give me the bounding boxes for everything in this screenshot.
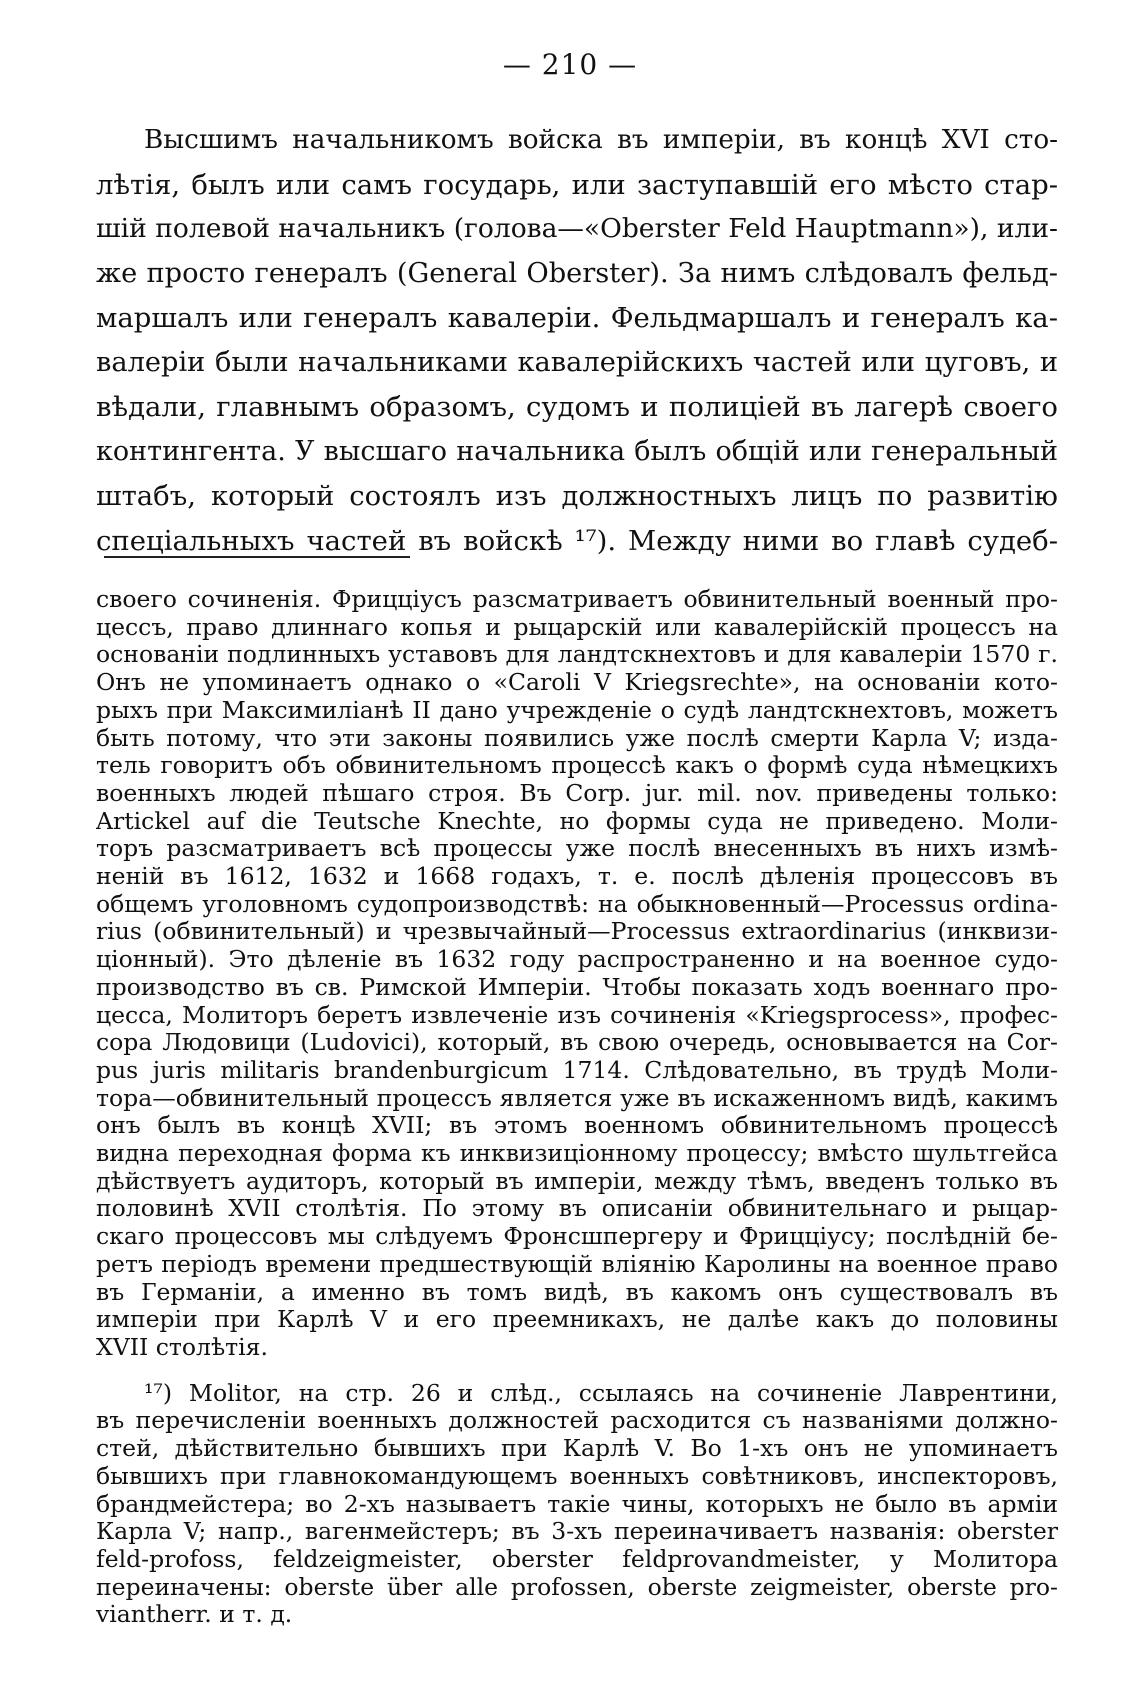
footnote-line: половинѣ XVII столѣтія. По этому въ описаніи обвинительнаго и рыцар- xyxy=(96,1195,1058,1223)
footnote-17 xyxy=(96,1380,1058,1629)
footnote-line: rius (обвинительный) и чрезвычайный—Processus extraordinarius (инквизи- xyxy=(96,918,1058,946)
footnote-line: брандмейстера; во 2-хъ называетъ такіе чины, которыхъ не было въ арміи xyxy=(96,1490,1058,1518)
footnote-line: въ Германіи, а именно въ томъ видѣ, въ какомъ онъ существовалъ въ xyxy=(96,1278,1058,1306)
footnote-line: неній въ 1612, 1632 и 1668 годахъ, т. е. послѣ дѣленія процессовъ въ xyxy=(96,863,1058,891)
footnotes xyxy=(96,586,1058,1629)
footnote-line: торъ разсматриваетъ всѣ процессы уже послѣ внесенныхъ въ нихъ измѣ- xyxy=(96,835,1058,863)
footnote-line: ціонный). Это дѣленіе въ 1632 году распространенно и на военное судо- xyxy=(96,946,1058,974)
footnote-line: военныхъ людей пѣшаго строя. Въ Corp. jur. mil. nov. приведены только: xyxy=(96,779,1058,807)
footnote-line: скаго процессовъ мы слѣдуемъ Фронсшпергеру и Фрицціусу; послѣдній бе- xyxy=(96,1223,1058,1251)
main-line: Высшимъ начальникомъ войска въ имперіи, въ концѣ XVI сто- xyxy=(144,125,1058,155)
footnote-line: переиначены: oberste über alle profossen, oberste zeigmeister, oberste pro- xyxy=(96,1573,1058,1601)
footnote-line: Карла V; напр., вагенмейстеръ; въ 3-хъ переиначиваетъ названія: oberster xyxy=(96,1518,1058,1546)
footnote-line: цесса, Молиторъ беретъ извлеченіе изъ сочиненія «Kriegsprocess», профес- xyxy=(96,1001,1058,1029)
main-line: контингента. У высшаго начальника былъ общій или генеральный xyxy=(96,435,1058,467)
main-line: валеріи были начальниками кавалерійскихъ частей или цуговъ, и xyxy=(96,346,1058,378)
footnote-line: въ перечисленіи военныхъ должностей расходится съ названіями должно- xyxy=(96,1407,1058,1435)
main-paragraph xyxy=(96,118,1058,563)
footnote-line: тель говоритъ объ обвинительномъ процессѣ какъ о формѣ суда нѣмецкихъ xyxy=(96,752,1058,780)
footnote-line: viantherr. и т. д. xyxy=(96,1601,293,1629)
footnote-line: имперіи при Карлѣ V и его преемникахъ, не далѣе какъ до половины xyxy=(96,1306,1058,1334)
footnote-line: pus juris militaris brandenburgicum 1714. Слѣдовательно, въ трудѣ Моли- xyxy=(96,1056,1058,1084)
main-line: шій полевой начальникъ (голова—«Oberster Feld Hauptmann»), или- xyxy=(96,213,1058,244)
footnote-gap xyxy=(96,1362,1058,1380)
main-line: же просто генералъ (General Oberster). За нимъ слѣдовалъ фельд- xyxy=(96,257,1058,289)
main-line: лѣтія, былъ или самъ государь, или заступавшій его мѣсто стар- xyxy=(96,168,1058,201)
footnote-line: тора—обвинительный процессъ является уже въ искаженномъ видѣ, какимъ xyxy=(96,1084,1058,1112)
footnote-line: видна переходная форма къ инквизиціонному процессу; вмѣсто шультгейса xyxy=(96,1140,1058,1168)
footnote-line: дѣйствуетъ аудиторъ, который въ имперіи, между тѣмъ, введенъ только въ xyxy=(96,1167,1058,1195)
footnote-line: Artickel auf die Teutsche Knechte, но формы суда не приведено. Моли- xyxy=(96,807,1058,835)
footnote-continuation xyxy=(96,586,1058,1362)
footnote-line: ¹⁷) Molitor, на стр. 26 и слѣд., ссылаясь на сочиненіе Лаврентини, xyxy=(144,1379,1058,1407)
footnote-divider xyxy=(104,556,410,558)
footnote-line: сора Людовици (Ludovici), который, въ свою очередь, основывается на Cor- xyxy=(96,1029,1058,1057)
main-line: штабъ, который состоялъ изъ должностныхъ лицъ по развитію xyxy=(96,480,1058,512)
main-line: спеціальныхъ частей въ войскѣ ¹⁷). Между ними во главѣ судеб- xyxy=(96,524,1058,557)
footnote-line: производство въ св. Римской Имперіи. Чтобы показать ходъ военнаго про- xyxy=(96,973,1058,1001)
footnote-line: бывшихъ при главнокомандующемъ военныхъ совѣтниковъ, инспекторовъ, xyxy=(96,1462,1058,1490)
footnote-line: XVII столѣтія. xyxy=(96,1333,268,1361)
footnote-line: feld-profoss, feldzeigmeister, oberster feldprovandmeister, у Молитора xyxy=(96,1545,1058,1573)
footnote-line: общемъ уголовномъ судопроизводствѣ: на обыкновенный—Processus ordina- xyxy=(96,890,1058,918)
footnote-line: рыхъ при Максимиліанѣ II дано учрежденіе о судѣ ландтскнехтовъ, можетъ xyxy=(96,696,1058,724)
footnote-line: ретъ періодъ времени предшествующій вліянію Каролины на военное право xyxy=(96,1250,1058,1278)
footnote-line: цессъ, право длиннаго копья и рыцарскій или кавалерійскій процессъ на xyxy=(96,613,1058,641)
footnote-line: онъ былъ въ концѣ XVII; въ этомъ военномъ обвинительномъ процессѣ xyxy=(96,1112,1058,1140)
footnote-line: стей, дѣйствительно бывшихъ при Карлѣ V. Во 1-хъ онъ не упоминаетъ xyxy=(96,1435,1058,1463)
main-line: вѣдали, главнымъ образомъ, судомъ и полиціей въ лагерѣ своего xyxy=(96,391,1058,423)
footnote-line: основаніи подлинныхъ уставовъ для ландтскнехтовъ и для кавалеріи 1570 г. xyxy=(96,641,1058,669)
footnote-line: Онъ не упоминаетъ однако о «Caroli V Kriegsrechte», на основаніи кото- xyxy=(96,669,1058,697)
footnote-line: своего сочиненія. Фрицціусъ разсматриваетъ обвинительный военный про- xyxy=(96,586,1058,613)
page-number: — 210 — xyxy=(502,48,638,81)
footnote-line: быть потому, что эти законы появились уже послѣ смерти Карла V; изда- xyxy=(96,724,1058,752)
main-line: маршалъ или генералъ кавалеріи. Фельдмаршалъ и генералъ ка- xyxy=(96,302,1058,334)
